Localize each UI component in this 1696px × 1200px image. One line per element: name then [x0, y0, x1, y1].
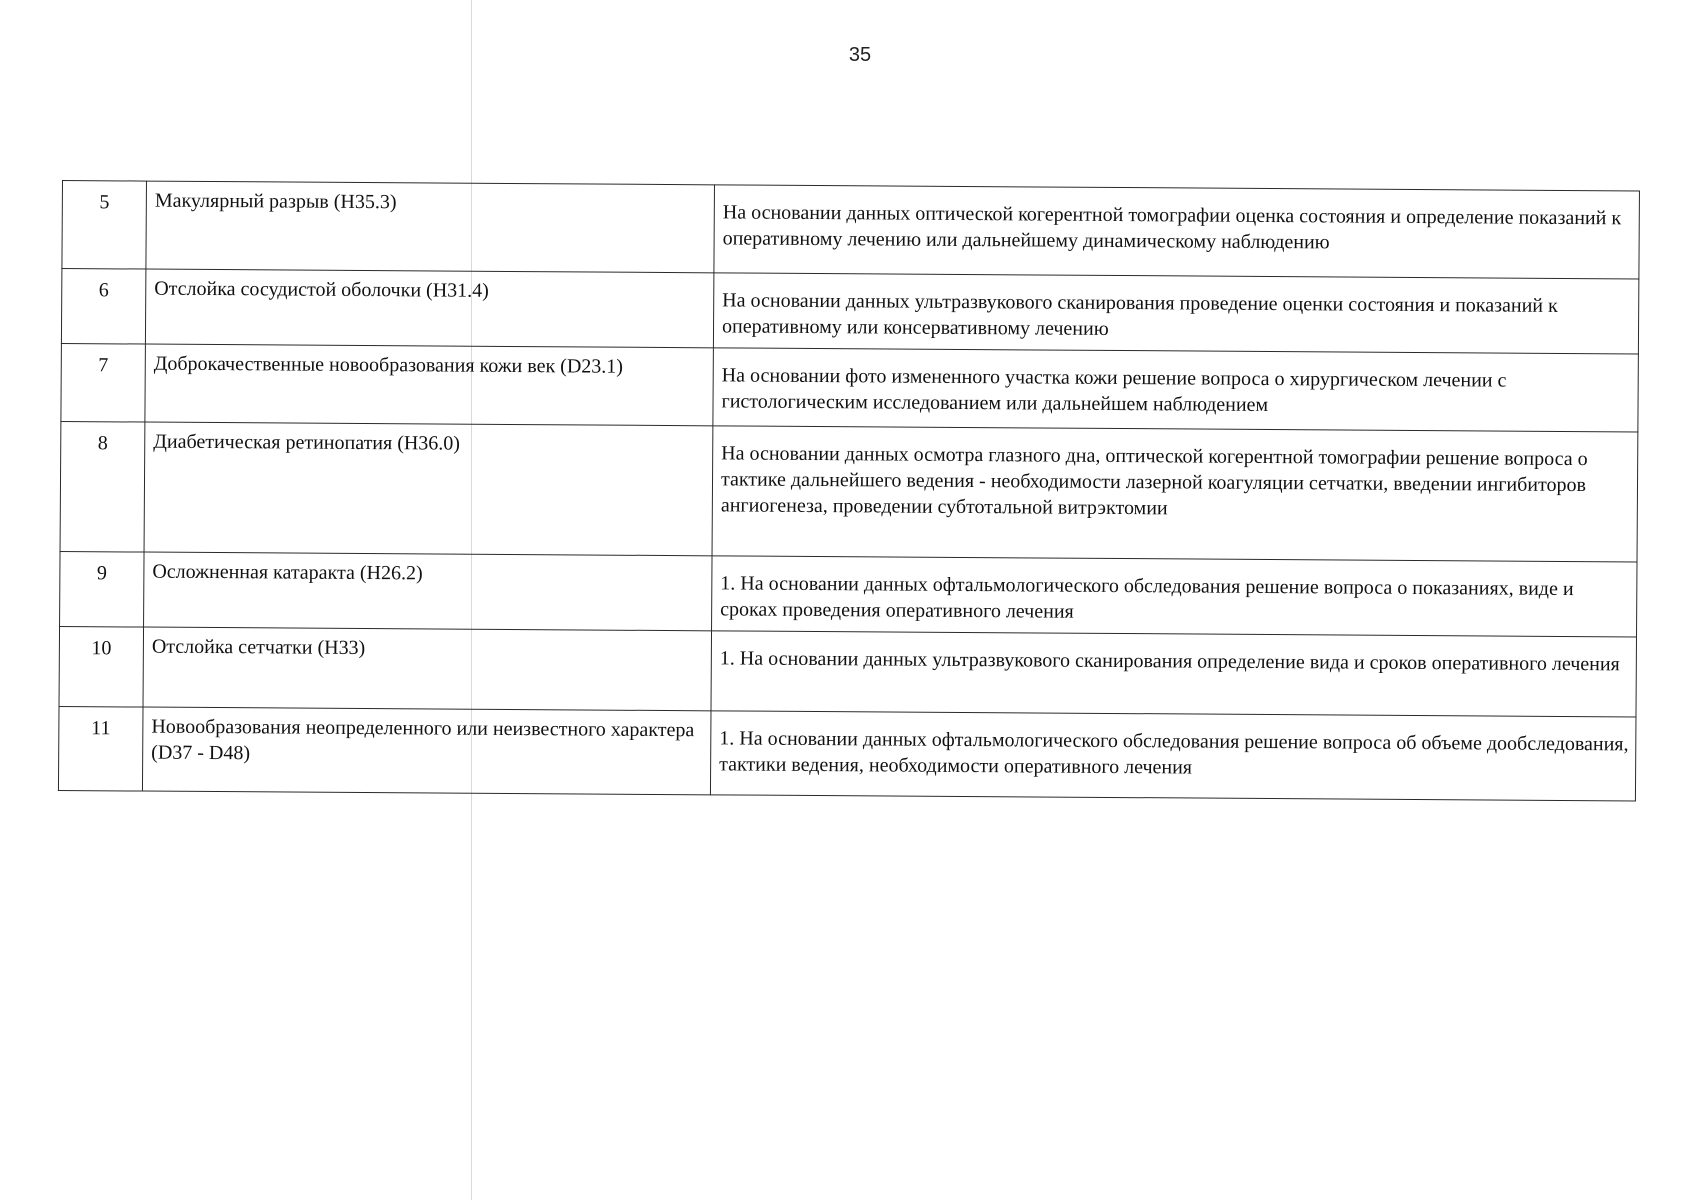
- table-row: [59, 626, 1636, 716]
- table-row: [61, 343, 1638, 431]
- table-row: [62, 181, 1640, 279]
- row-number: 7: [61, 343, 146, 422]
- description-cell: 1. На основании данных офтальмологического обследования решение вопроса об объеме дообследования, тактики ведения, необходимости оперативного лечения: [710, 711, 1636, 801]
- table-row: [60, 551, 1637, 636]
- description-cell: На основании данных осмотра глазного дна, оптической когерентной томографии решение вопроса о тактике дальнейшего ведения - необходимости лазерной коагуляции сетчатки, введении ингибиторов ангиогенеза, проведении субтотальной витрэктомии: [712, 426, 1638, 562]
- diagnosis-cell: Новообразования неопределенного или неизвестного характера (D37 - D48): [142, 707, 711, 795]
- diagnosis-cell: Доброкачественные новообразования кожи век (D23.1): [145, 344, 714, 426]
- row-number: 9: [60, 551, 144, 627]
- row-number: 10: [59, 626, 144, 707]
- description-cell: На основании данных ультразвукового сканирования проведение оценки состояния и показаний к оперативному или консервативному лечению: [713, 273, 1638, 354]
- description-cell: 1. На основании данных ультразвукового сканирования определение вида и сроков оперативного лечения: [711, 631, 1637, 717]
- description-cell: 1. На основании данных офтальмологического обследования решение вопроса о показаниях, виде и сроках проведения оперативного лечения: [712, 556, 1637, 637]
- diagnosis-table-wrapper: [58, 180, 1640, 801]
- diagnosis-cell: Отслойка сетчатки (H33): [143, 627, 712, 711]
- description-cell: На основании данных оптической когерентной томографии оценка состояния и определение показаний к оперативному лечению или дальнейшему динамическому наблюдению: [714, 185, 1640, 279]
- row-number: 5: [62, 181, 147, 270]
- page-number: 35: [848, 44, 872, 66]
- diagnosis-cell: Макулярный разрыв (H35.3): [146, 181, 715, 273]
- table-row: [60, 421, 1638, 561]
- diagnosis-cell: Диабетическая ретинопатия (H36.0): [144, 422, 713, 556]
- row-number: 8: [60, 421, 145, 552]
- table-row: [61, 269, 1638, 354]
- table-row: [58, 706, 1636, 800]
- diagnosis-cell: Отслойка сосудистой оболочки (H31.4): [145, 269, 713, 348]
- diagnosis-cell: Осложненная катаракта (H26.2): [144, 552, 712, 631]
- diagnosis-table: [58, 180, 1640, 801]
- row-number: 6: [61, 269, 145, 345]
- row-number: 11: [58, 706, 143, 791]
- description-cell: На основании фото измененного участка кожи решение вопроса о хирургическом лечении с гистологическим исследованием или дальнейшем наблюдением: [713, 348, 1638, 432]
